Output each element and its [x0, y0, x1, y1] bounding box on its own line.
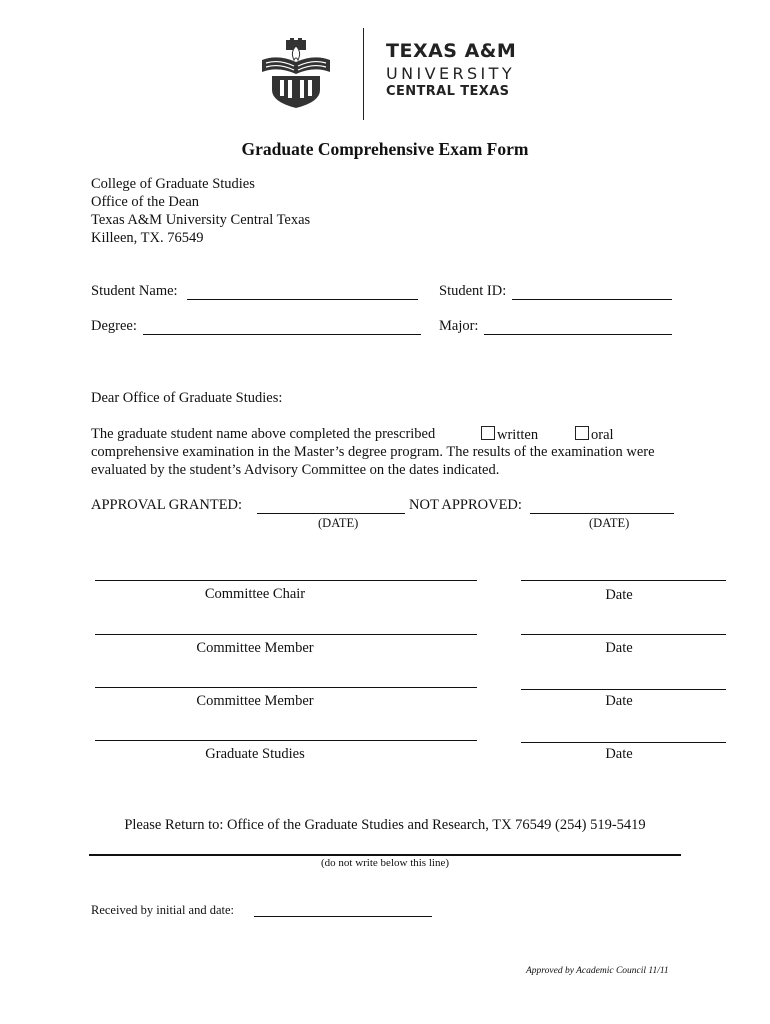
signature-line-chair[interactable] [95, 580, 477, 581]
salutation: Dear Office of Graduate Studies: [91, 390, 283, 406]
paragraph-line: evaluated by the student’s Advisory Committee on the dates indicated. [91, 462, 500, 478]
signature-role: Graduate Studies [205, 746, 305, 762]
not-approved-date-field[interactable] [530, 513, 674, 514]
major-field[interactable] [484, 334, 672, 335]
date-caption: (DATE) [589, 516, 630, 530]
address-line: Texas A&M University Central Texas [91, 212, 311, 228]
major-label: Major: [439, 318, 479, 334]
university-seal-icon [260, 38, 332, 108]
return-note: Please Return to: Office of the Graduate Studies and Research, TX 76549 (254) 519-5419 [124, 817, 646, 833]
date-line-graduate-studies[interactable] [521, 742, 726, 743]
date-line-member-1[interactable] [521, 634, 726, 635]
oral-option[interactable] [575, 426, 614, 444]
oral-label: oral [591, 427, 614, 443]
student-id-field[interactable] [512, 299, 672, 300]
written-checkbox[interactable] [481, 426, 495, 440]
written-option[interactable] [481, 426, 538, 444]
student-id-label: Student ID: [439, 283, 507, 299]
logo-text-line2: UNIVERSITY [386, 64, 515, 83]
date-line-member-2[interactable] [521, 689, 726, 690]
not-approved-label: NOT APPROVED: [409, 497, 522, 513]
cutoff-line [89, 854, 681, 856]
student-name-label: Student Name: [91, 283, 178, 299]
approval-granted-date-field[interactable] [257, 513, 405, 514]
logo-divider [363, 28, 364, 120]
received-label: Received by initial and date: [91, 903, 235, 917]
signature-line-graduate-studies[interactable] [95, 740, 477, 741]
signature-role: Committee Member [196, 693, 314, 709]
signature-role: Committee Member [196, 640, 314, 656]
paragraph-line: The graduate student name above completed the prescribed [91, 426, 436, 442]
address-line: Killeen, TX. 76549 [91, 230, 204, 246]
degree-label: Degree: [91, 318, 137, 334]
logo-text-line1: TEXAS A&M [386, 40, 517, 62]
page-title: Graduate Comprehensive Exam Form [241, 139, 529, 159]
signature-date-label: Date [605, 746, 633, 762]
signature-line-member-1[interactable] [95, 634, 477, 635]
logo-text-line3: CENTRAL TEXAS [386, 84, 510, 99]
address-line: College of Graduate Studies [91, 176, 255, 192]
written-label: written [497, 427, 539, 443]
student-name-field[interactable] [187, 299, 418, 300]
address-line: Office of the Dean [91, 194, 200, 210]
approval-footer: Approved by Academic Council 11/11 [526, 966, 669, 976]
signature-date-label: Date [605, 640, 633, 656]
oral-checkbox[interactable] [575, 426, 589, 440]
approval-granted-label: APPROVAL GRANTED: [91, 497, 243, 513]
date-caption: (DATE) [318, 516, 359, 530]
degree-field[interactable] [143, 334, 421, 335]
signature-date-label: Date [605, 693, 633, 709]
received-field[interactable] [254, 916, 432, 917]
do-not-write-note: (do not write below this line) [320, 857, 449, 869]
signature-role: Committee Chair [204, 586, 306, 602]
paragraph-line: comprehensive examination in the Master’s degree program. The results of the examination were [91, 444, 655, 460]
signature-line-member-2[interactable] [95, 687, 477, 688]
signature-date-label: Date [605, 587, 633, 603]
date-line-chair[interactable] [521, 580, 726, 581]
